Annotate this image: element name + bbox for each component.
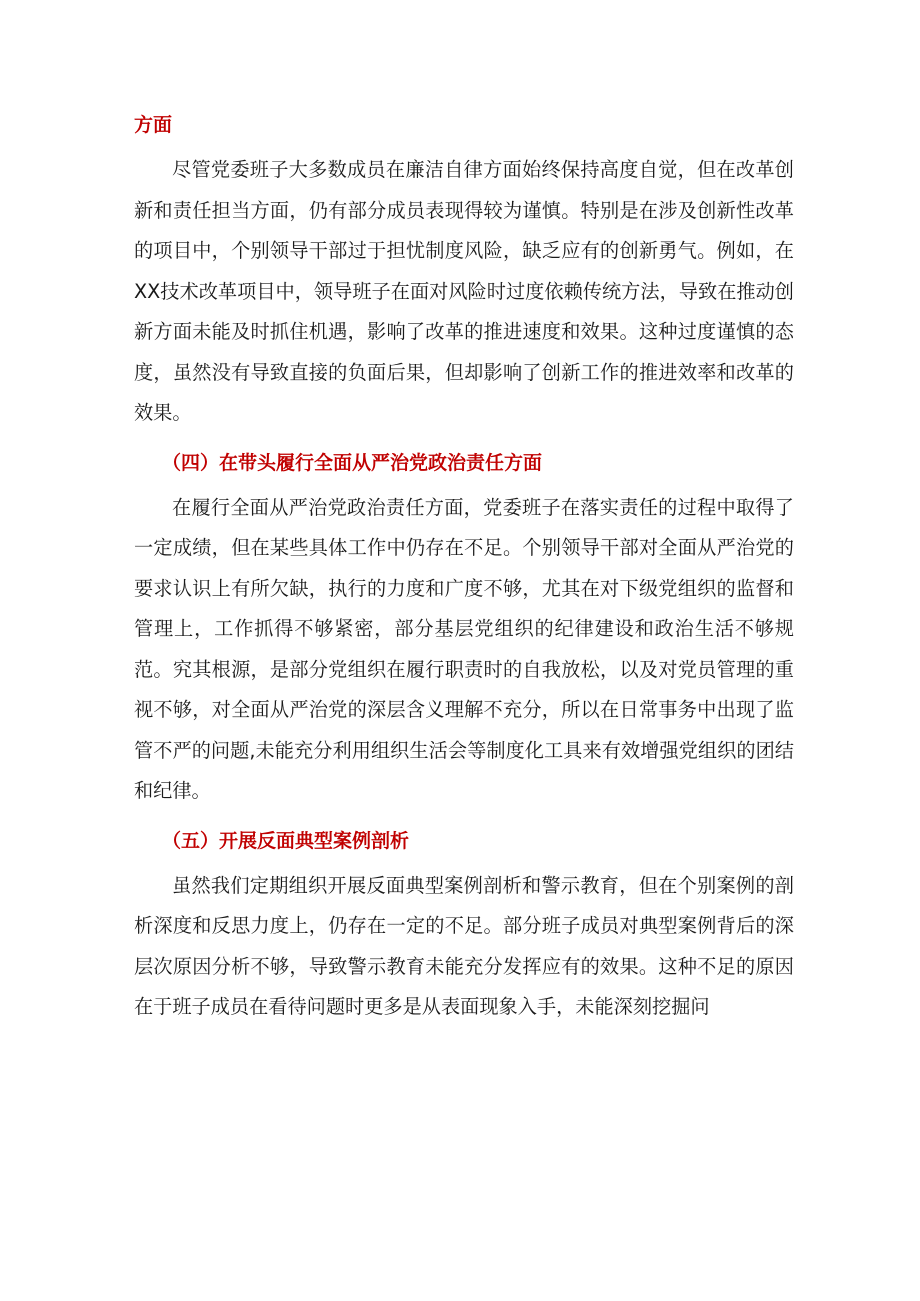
document-page xyxy=(134,100,794,1028)
section-4-heading: （四）在带头履行全面从严治党政治责任方面 xyxy=(162,451,543,474)
body-paragraph-1: 尽管党委班子大多数成员在廉洁自律方面始终保持高度自觉，但在改革创新和责任担当方面，仍有部分成员表现得较为谨慎。特别是在涉及创新性改革的项目中，个别领导干部过于担忧制度风险，缺乏应有的创新勇气。例如，在XX技术改革项目中，领导班子在面对风险时过度依赖传统方法，导致在推动创新方面未能及时抓住机遇，影响了改革的推进速度和效果。这种过度谨慎的态度，虽然没有导致直接的负面后果，但却影响了创新工作的推进效率和改革的效果。 xyxy=(134,158,794,424)
body-paragraph-3: 虽然我们定期组织开展反面典型案例剖析和警示教育，但在个别案例的剖析深度和反思力度上，仍存在一定的不足。部分班子成员对典型案例背后的深层次原因分析不够，导致警示教育未能充分发挥应有的效果。这种不足的原因在于班子成员在看待问题时更多是从表面现象入手，未能深刻挖掘问 xyxy=(134,873,794,1018)
section-heading-continuation: 方面 xyxy=(134,114,173,136)
section-5-heading: （五）开展反面典型案例剖析 xyxy=(162,829,410,852)
body-paragraph-2: 在履行全面从严治党政治责任方面，党委班子在落实责任的过程中取得了一定成绩，但在某些具体工作中仍存在不足。个别领导干部对全面从严治党的要求认识上有所欠缺，执行的力度和广度不够，尤其在对下级党组织的监督和管理上，工作抓得不够紧密，部分基层党组织的纪律建设和政治生活不够规范。究其根源，是部分党组织在履行职责时的自我放松，以及对党员管理的重视不够，对全面从严治党的深层含义理解不充分，所以在日常事务中出现了监管不严的问题,未能充分利用组织生活会等制度化工具来有效增强党组织的团结和纪律。 xyxy=(134,495,794,802)
